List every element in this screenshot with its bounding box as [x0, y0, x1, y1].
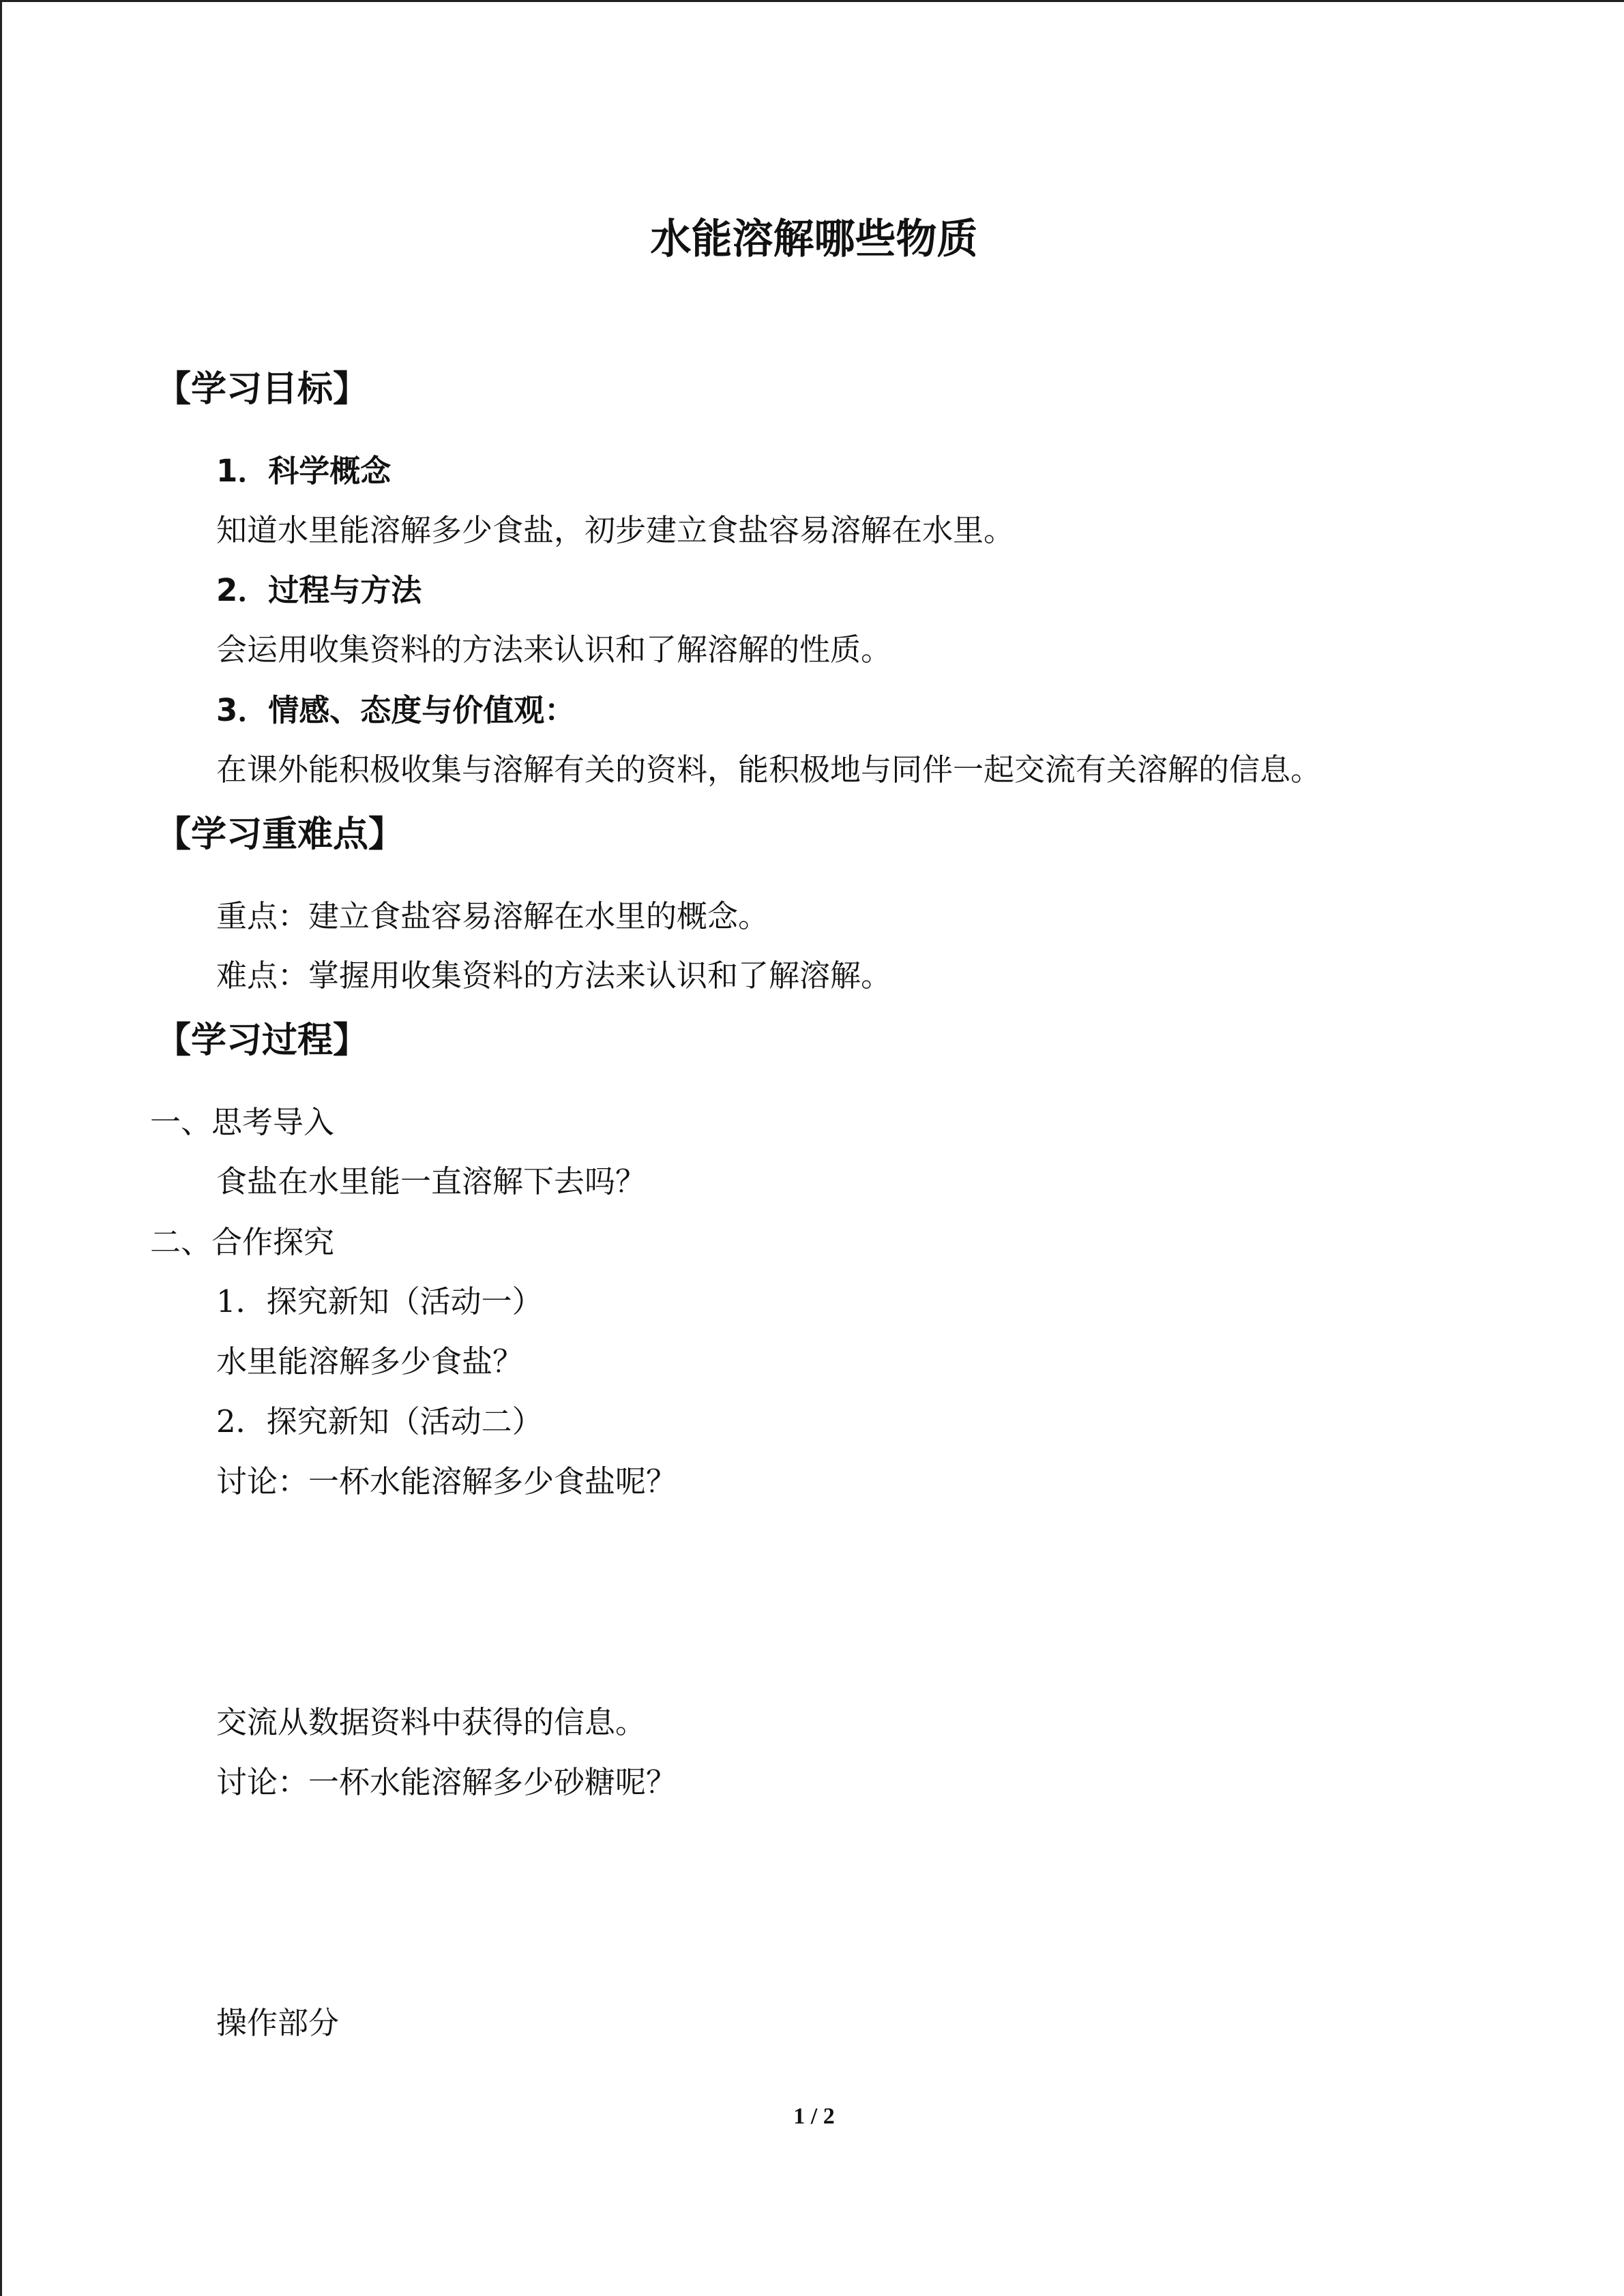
activity-1-text: 水里能溶解多少食盐？ — [216, 1343, 524, 1380]
key-point-text: 重点：建立食盐容易溶解在水里的概念。 — [216, 898, 769, 934]
difficult-point-text: 难点：掌握用收集资料的方法来认识和了解溶解。 — [216, 957, 892, 994]
objective-3-title: 3．情感、态度与价值观： — [216, 692, 576, 728]
objective-1-text: 知道水里能溶解多少食盐，初步建立食盐容易溶解在水里。 — [216, 512, 1015, 548]
page-number: 1 / 2 — [793, 2104, 835, 2129]
objective-2-text: 会运用收集资料的方法来认识和了解溶解的性质。 — [216, 631, 892, 668]
key-points-heading: 【学习重难点】 — [156, 814, 404, 855]
activity-2-title: 2．探究新知（活动二） — [216, 1403, 543, 1440]
part-1-title: 一、思考导入 — [150, 1104, 335, 1140]
discussion-1-text: 讨论：一杯水能溶解多少食盐呢？ — [216, 1463, 677, 1500]
process-heading: 【学习过程】 — [156, 1020, 369, 1061]
page-title: 水能溶解哪些物质 — [650, 215, 978, 263]
exchange-text: 交流从数据资料中获得的信息。 — [216, 1704, 647, 1740]
objective-1-title: 1．科学概念 — [216, 453, 392, 489]
part-2-title: 二、合作探究 — [150, 1224, 335, 1260]
objective-2-title: 2．过程与方法 — [216, 572, 422, 608]
objectives-heading: 【学习目标】 — [156, 369, 369, 410]
discussion-2-text: 讨论：一杯水能溶解多少砂糖呢？ — [216, 1764, 677, 1800]
operation-text: 操作部分 — [216, 2005, 340, 2041]
part-1-text: 食盐在水里能一直溶解下去吗？ — [216, 1163, 647, 1199]
objective-3-text: 在课外能积极收集与溶解有关的资料，能积极地与同伴一起交流有关溶解的信息。 — [216, 751, 1322, 788]
activity-1-title: 1．探究新知（活动一） — [216, 1283, 543, 1320]
